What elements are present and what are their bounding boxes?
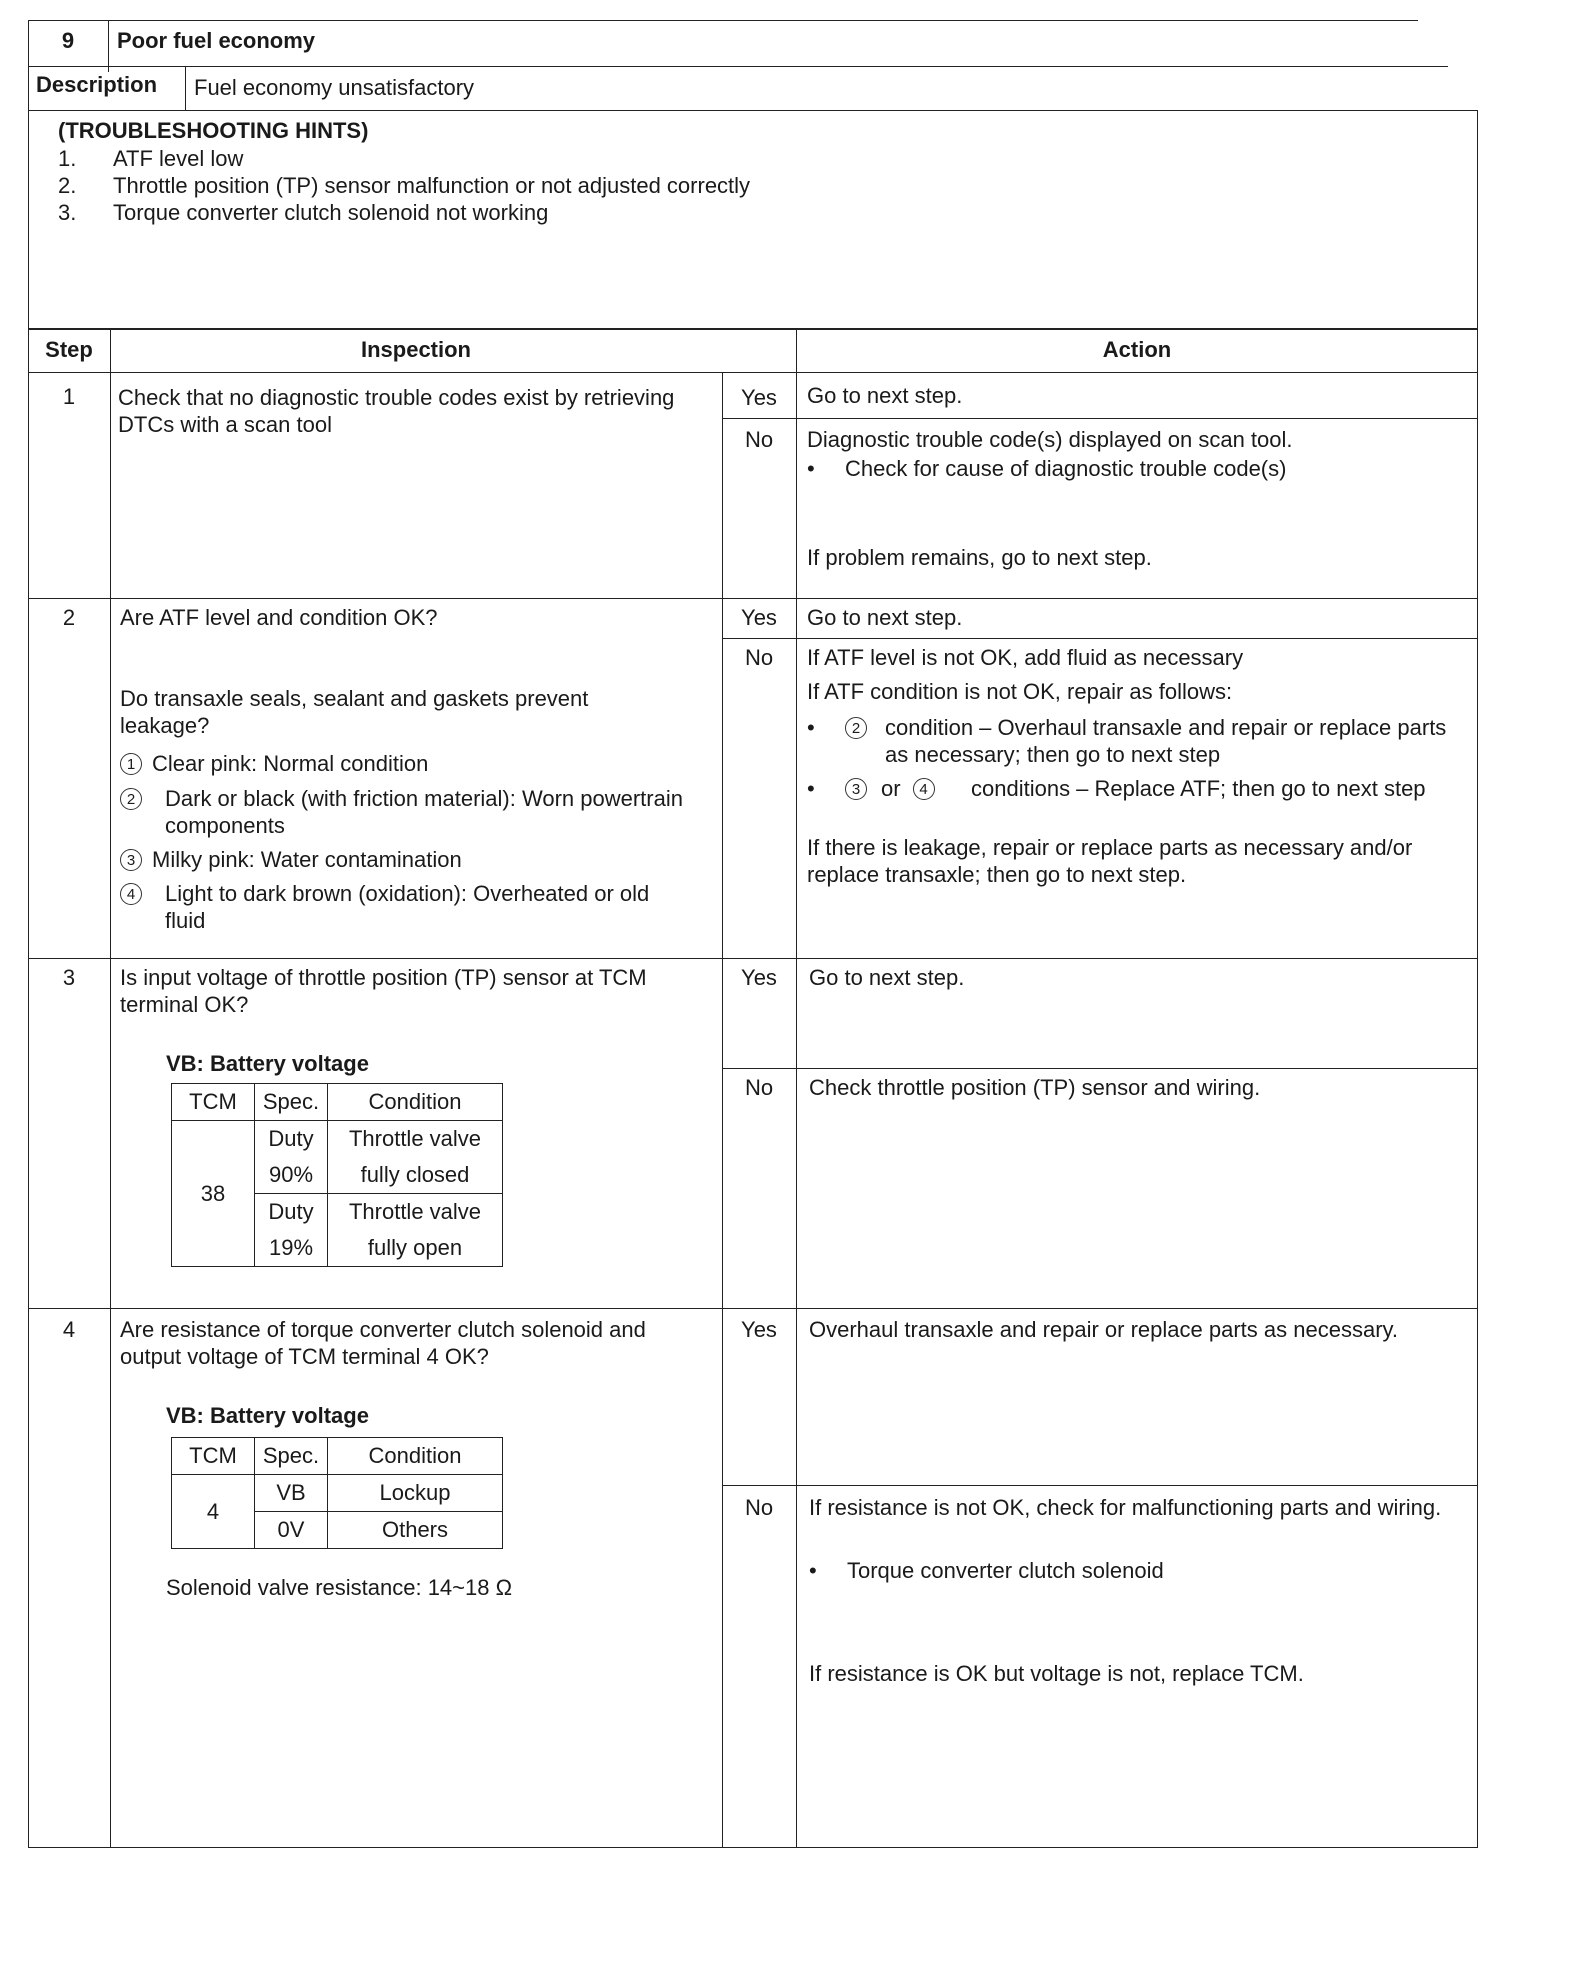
condition-text: Light to dark brown (oxidation): Overheated or old fluid bbox=[165, 881, 650, 933]
hint-number: 1. bbox=[58, 146, 77, 171]
no-label: No bbox=[744, 1495, 774, 1520]
solenoid-resistance: Solenoid valve resistance: 14~18 Ω bbox=[166, 1575, 513, 1600]
circled-number-icon: 1 bbox=[120, 753, 142, 775]
condition-item bbox=[120, 846, 462, 873]
step-inspection: Are resistance of torque converter clutch solenoid and output voltage of TCM terminal 4 OK? bbox=[120, 1317, 646, 1369]
table-cell: Throttle valve bbox=[328, 1121, 503, 1158]
yes-action: Go to next step. bbox=[807, 605, 963, 630]
table-cell: fully closed bbox=[328, 1157, 503, 1194]
header-divider bbox=[108, 20, 109, 72]
step-number: 1 bbox=[62, 384, 76, 409]
condition-item bbox=[120, 785, 152, 812]
table-cell-terminal: 38 bbox=[172, 1121, 255, 1267]
table-cell-terminal: 4 bbox=[172, 1475, 255, 1549]
yes-label: Yes bbox=[741, 1317, 777, 1342]
hint-item: ATF level low bbox=[113, 146, 244, 171]
yes-action: Go to next step. bbox=[807, 383, 963, 408]
condition-item bbox=[120, 880, 152, 907]
no-action-bullet: • Check for cause of diagnostic trouble code(s) bbox=[807, 456, 1287, 481]
no-action-line: Diagnostic trouble code(s) displayed on scan tool. bbox=[807, 427, 1293, 452]
vb-label: VB: Battery voltage bbox=[166, 1051, 369, 1076]
description-top-rule bbox=[28, 66, 1448, 67]
hint-number: 2. bbox=[58, 173, 77, 198]
yes-label: Yes bbox=[741, 385, 777, 410]
bullet-text: conditions – Replace ATF; then go to next step bbox=[971, 776, 1426, 801]
step-number: 3 bbox=[62, 965, 76, 990]
step-number: 4 bbox=[62, 1317, 76, 1342]
top-rule bbox=[28, 20, 1418, 21]
no-action-line: If ATF level is not OK, add fluid as necessary bbox=[807, 645, 1244, 670]
bullet-text: condition – Overhaul transaxle and repair or replace parts as necessary; then go to next step bbox=[885, 715, 1447, 767]
table-header: TCM bbox=[172, 1438, 255, 1475]
circled-number-icon: 4 bbox=[913, 778, 935, 800]
no-action-line: If there is leakage, repair or replace parts as necessary and/or replace transaxle; then go to next step. bbox=[807, 835, 1413, 887]
column-header-inspection: Inspection bbox=[360, 337, 471, 362]
vb-label: VB: Battery voltage bbox=[166, 1403, 369, 1428]
bullet-text: Check for cause of diagnostic trouble code(s) bbox=[845, 456, 1287, 481]
no-action-line: If resistance is OK but voltage is not, replace TCM. bbox=[809, 1661, 1304, 1686]
table-header: TCM bbox=[172, 1084, 255, 1121]
no-label: No bbox=[744, 1075, 774, 1100]
description-divider bbox=[185, 66, 186, 110]
condition-item bbox=[120, 750, 428, 777]
circled-number-icon: 2 bbox=[120, 788, 142, 810]
column-header-action: Action bbox=[1102, 337, 1172, 362]
no-action-bullet: • 2 bbox=[807, 714, 877, 741]
table-cell: Throttle valve bbox=[328, 1194, 503, 1231]
header-number: 9 bbox=[61, 28, 75, 53]
row-separator bbox=[28, 598, 1478, 599]
yes-label: Yes bbox=[741, 965, 777, 990]
table-cell: fully open bbox=[328, 1230, 503, 1267]
header-title: Poor fuel economy bbox=[117, 28, 316, 53]
description-left-border bbox=[28, 66, 29, 110]
table-header: Condition bbox=[328, 1084, 503, 1121]
no-action-line: If ATF condition is not OK, repair as follows: bbox=[807, 679, 1233, 704]
column-header-rule bbox=[28, 372, 1478, 373]
table-cell: Lockup bbox=[328, 1475, 503, 1512]
table-cell: Others bbox=[328, 1512, 503, 1549]
description-value: Fuel economy unsatisfactory bbox=[194, 75, 475, 100]
table-cell: 0V bbox=[255, 1512, 328, 1549]
hints-title: (TROUBLESHOOTING HINTS) bbox=[58, 118, 369, 143]
step-number: 2 bbox=[62, 605, 76, 630]
yes-action: Go to next step. bbox=[809, 965, 965, 990]
hint-number: 3. bbox=[58, 200, 77, 225]
yesno-separator bbox=[722, 1485, 1478, 1486]
yesno-separator bbox=[722, 638, 1478, 639]
table-cell: VB bbox=[255, 1475, 328, 1512]
step-inspection: Check that no diagnostic trouble codes exist by retrieving DTCs with a scan tool bbox=[118, 385, 675, 437]
tcm-spec-table bbox=[171, 1083, 503, 1267]
yesno-separator bbox=[722, 1068, 1478, 1069]
no-action: Check throttle position (TP) sensor and wiring. bbox=[809, 1075, 1261, 1100]
table-cell: Duty bbox=[255, 1194, 328, 1231]
row-separator bbox=[28, 958, 1478, 959]
condition-text: Clear pink: Normal condition bbox=[152, 751, 429, 776]
table-header: Spec. bbox=[255, 1438, 328, 1475]
table-header: Spec. bbox=[255, 1084, 328, 1121]
no-label: No bbox=[744, 645, 774, 670]
no-action-bullet: • 3 or 4 bbox=[807, 775, 945, 802]
hint-item: Throttle position (TP) sensor malfunction or not adjusted correctly bbox=[113, 173, 751, 198]
action-column-divider bbox=[796, 328, 797, 1848]
step-inspection: Is input voltage of throttle position (TP) sensor at TCM terminal OK? bbox=[120, 965, 647, 1017]
no-label: No bbox=[744, 427, 774, 452]
tcm-spec-table bbox=[171, 1437, 503, 1549]
circled-number-icon: 3 bbox=[845, 778, 867, 800]
table-header: Condition bbox=[328, 1438, 503, 1475]
yesno-column-divider bbox=[722, 372, 723, 1848]
table-cell: 19% bbox=[255, 1230, 328, 1267]
circled-number-icon: 2 bbox=[845, 717, 867, 739]
description-label: Description bbox=[36, 72, 158, 97]
circled-number-icon: 4 bbox=[120, 883, 142, 905]
bullet-text: Torque converter clutch solenoid bbox=[847, 1558, 1164, 1583]
row-separator bbox=[28, 1308, 1478, 1309]
condition-text: Dark or black (with friction material): Worn powertrain components bbox=[165, 786, 683, 838]
column-header-step: Step bbox=[45, 337, 93, 362]
yes-action: Overhaul transaxle and repair or replace parts as necessary. bbox=[809, 1317, 1398, 1342]
no-action-line: If problem remains, go to next step. bbox=[807, 545, 1152, 570]
table-cell: 90% bbox=[255, 1157, 328, 1194]
yesno-separator bbox=[722, 418, 1478, 419]
condition-text: Milky pink: Water contamination bbox=[152, 847, 462, 872]
step-column-divider bbox=[110, 328, 111, 1848]
no-action-bullet: • Torque converter clutch solenoid bbox=[809, 1558, 1164, 1583]
step-inspection-question: Do transaxle seals, sealant and gaskets prevent leakage? bbox=[120, 686, 589, 738]
circled-number-icon: 3 bbox=[120, 849, 142, 871]
step-inspection: Are ATF level and condition OK? bbox=[120, 605, 438, 630]
or-text: or bbox=[881, 776, 901, 801]
hint-item: Torque converter clutch solenoid not working bbox=[113, 200, 549, 225]
table-cell: Duty bbox=[255, 1121, 328, 1158]
no-action-line: If resistance is not OK, check for malfunctioning parts and wiring. bbox=[809, 1495, 1442, 1520]
yes-label: Yes bbox=[741, 605, 777, 630]
